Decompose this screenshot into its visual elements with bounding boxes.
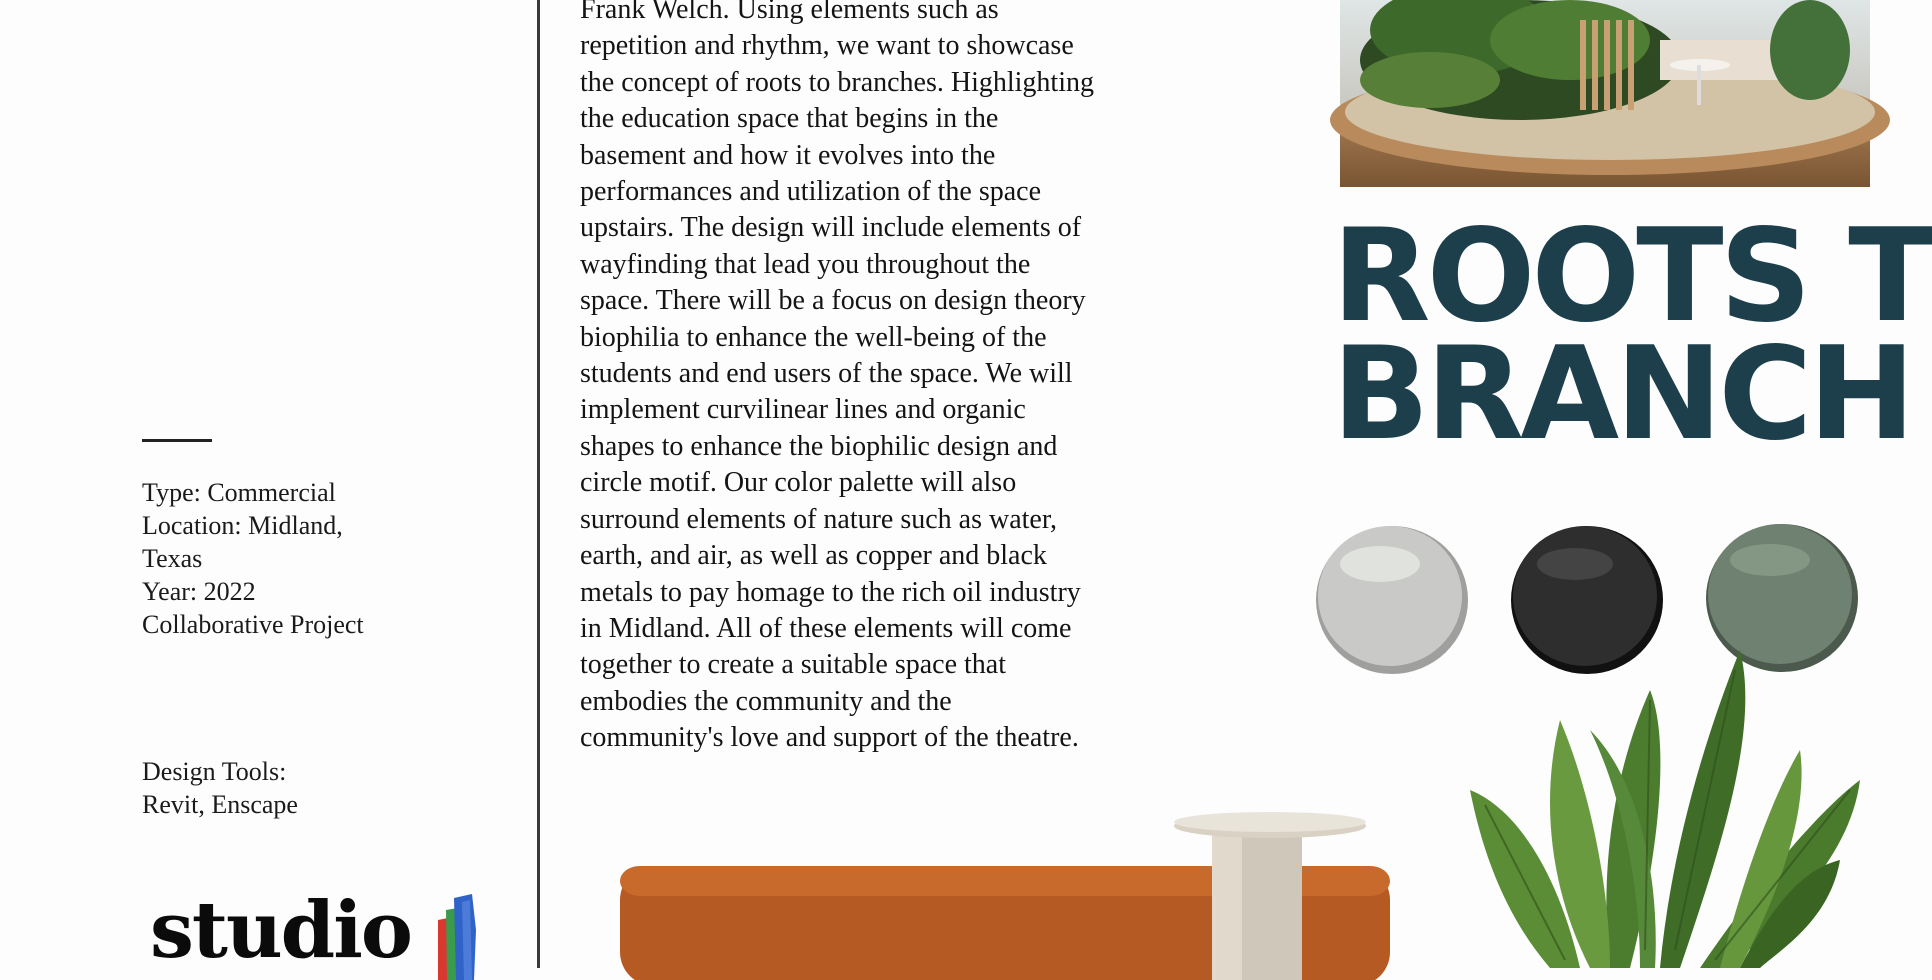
project-info-column bbox=[0, 0, 538, 976]
description-line: embodies the community and the bbox=[580, 685, 952, 717]
plant-image bbox=[1440, 630, 1870, 968]
description-line: students and end users of the space. We will bbox=[580, 358, 1073, 390]
description-line: metals to pay homage to the rich oil industry bbox=[580, 576, 1081, 608]
project-meta bbox=[142, 476, 442, 641]
description-line: circle motif. Our color palette will also bbox=[580, 467, 1017, 499]
meta-year: Year: 2022 bbox=[142, 577, 256, 606]
project-title bbox=[1332, 202, 1932, 469]
description-line: upstairs. The design will include elements of bbox=[580, 212, 1082, 244]
tools-list: Revit, Enscape bbox=[142, 790, 298, 819]
description-line: implement curvilinear lines and organic bbox=[580, 394, 1026, 426]
meta-type: Type: Commercial bbox=[142, 478, 336, 507]
description-line: in Midland. All of these elements will come bbox=[580, 612, 1072, 644]
description-line: basement and how it evolves into the bbox=[580, 139, 996, 171]
description-line: shapes to enhance the biophilic design and bbox=[580, 430, 1058, 462]
description-line: biophilia to enhance the well-being of the bbox=[580, 321, 1047, 353]
tools-label: Design Tools: bbox=[142, 757, 287, 786]
title-line-2: BRANCH bbox=[1332, 320, 1912, 469]
meta-location-state: Texas bbox=[142, 544, 203, 573]
meta-collab: Collaborative Project bbox=[142, 610, 364, 639]
accent-rule bbox=[142, 439, 212, 442]
description-line: earth, and air, as well as copper and black bbox=[580, 540, 1047, 572]
column-divider bbox=[537, 0, 540, 968]
logo-color-stripes bbox=[432, 890, 482, 980]
description-line: surround elements of nature such as water, bbox=[580, 503, 1058, 535]
furniture-image bbox=[600, 810, 1400, 968]
description-line: the concept of roots to branches. Highlighting bbox=[580, 66, 1094, 98]
design-tools bbox=[142, 755, 442, 821]
studio-logo bbox=[150, 880, 490, 976]
description-line: community's love and support of the theatre. bbox=[580, 722, 1079, 754]
interior-photo bbox=[1340, 0, 1870, 187]
description-line: Frank Welch. Using elements such as bbox=[580, 0, 999, 25]
logo-wordmark: studio bbox=[150, 885, 411, 976]
description-line: the education space that begins in the bbox=[580, 103, 999, 135]
title-line-1: ROOTS T bbox=[1332, 202, 1932, 351]
description-line: performances and utilization of the space bbox=[580, 176, 1042, 208]
project-description bbox=[580, 0, 1260, 757]
description-line: repetition and rhythm, we want to showcase bbox=[580, 30, 1074, 62]
meta-location: Location: Midland, bbox=[142, 511, 343, 540]
description-line: together to create a suitable space that bbox=[580, 649, 1007, 681]
description-line: space. There will be a focus on design theory bbox=[580, 285, 1086, 317]
description-line: wayfinding that lead you throughout the bbox=[580, 248, 1031, 280]
